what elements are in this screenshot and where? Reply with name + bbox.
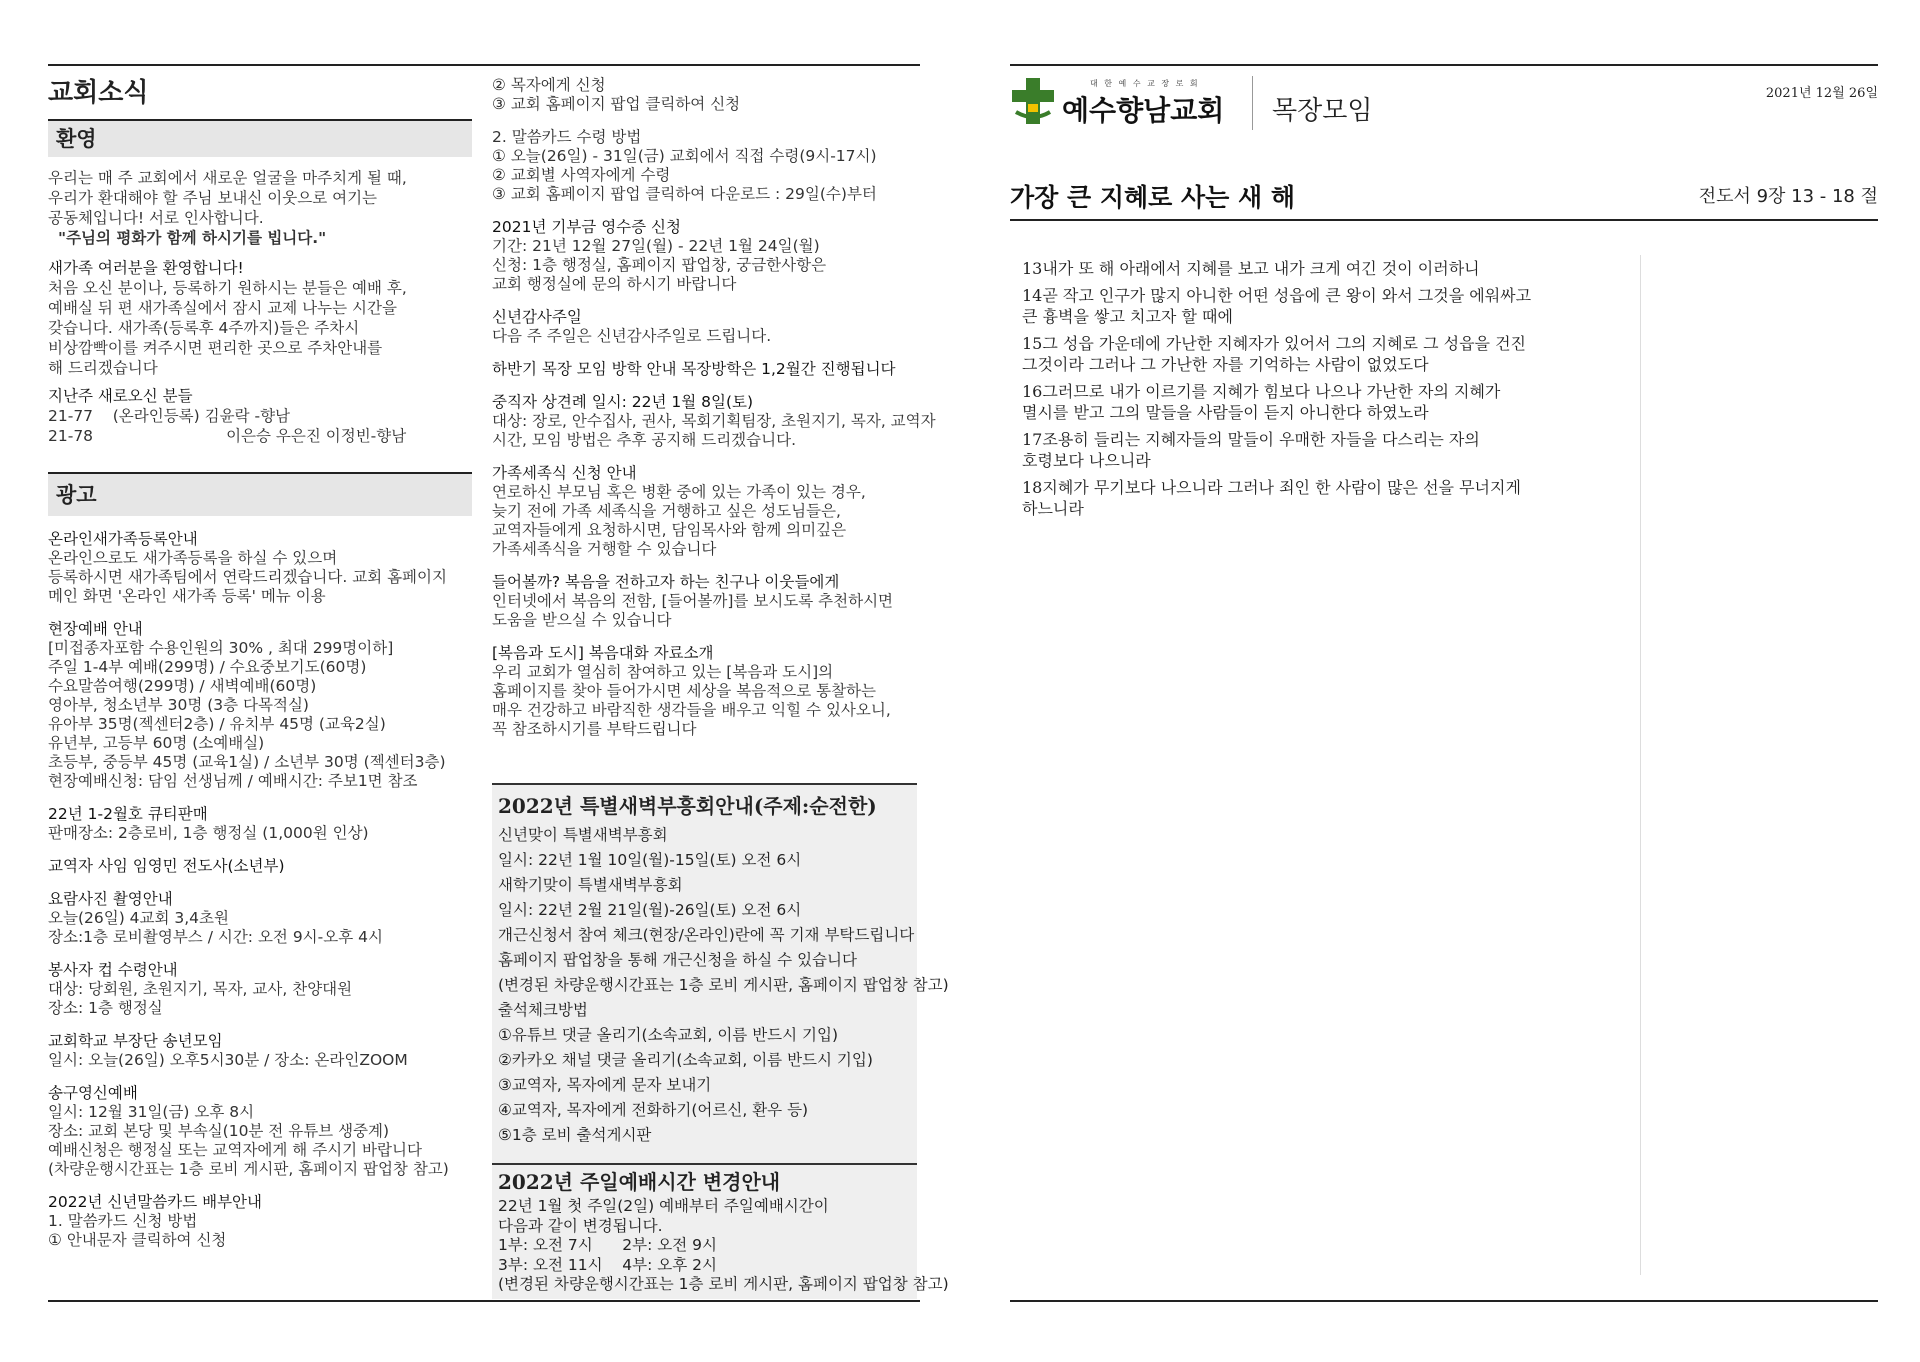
notice-line: 주일 1-4부 예배(299명) / 수요중보기도(60명) — [48, 658, 367, 676]
notice-title: 하반기 목장 모임 방학 안내 목장방학은 1,2월간 진행됩니다 — [492, 360, 896, 378]
scripture-reference: 전도서 9장 13 - 18 절 — [1698, 186, 1878, 207]
notice-line: 현장예배신청: 담임 선생님께 / 예배시간: 주보1면 참조 — [48, 772, 418, 790]
revival-line: ①유튜브 댓글 올리기(소속교회, 이름 반드시 기입) — [498, 1026, 839, 1044]
revival-line: 새학기맞이 특별새벽부흥회 — [498, 876, 683, 894]
notice-line: 1. 말씀카드 신청 방법 — [48, 1212, 198, 1230]
cross-icon — [1010, 76, 1056, 126]
notice-line: ① 안내문자 클릭하여 신청 — [48, 1231, 227, 1249]
verses — [1022, 258, 1612, 525]
section-label: 목장모임 — [1272, 96, 1373, 126]
verse-line: 16그러므로 내가 이르기를 지혜가 힘보다 나으나 가난한 자의 지혜가 — [1022, 382, 1501, 401]
notice-line: 초등부, 중등부 45명 (교육1실) / 소년부 30명 (젝센터3층) — [48, 753, 446, 771]
last-week-title: 지난주 새로오신 분들 — [48, 387, 193, 405]
verse-line: 17조용히 들리는 지혜자들의 말들이 우매한 자들을 다스리는 자의 — [1022, 430, 1480, 449]
service-line: 1부: 오전 7시 2부: 오전 9시 — [498, 1236, 717, 1254]
welcome-section — [48, 168, 472, 446]
sermon-title: 가장 큰 지혜로 사는 새 해 — [1010, 183, 1296, 212]
notice-title: 요람사진 촬영안내 — [48, 890, 173, 908]
notice-line: 장소:1층 로비촬영부스 / 시간: 오전 9시-오후 4시 — [48, 928, 383, 946]
notice-line: ② 목자에게 신청 — [492, 76, 606, 94]
notice-block — [48, 805, 472, 843]
notice-block — [48, 1032, 472, 1070]
revival-line: (변경된 차량운행시간표는 1층 로비 게시판, 홈페이지 팝업창 참고) — [498, 976, 949, 994]
notice-title: 봉사자 컵 수령안내 — [48, 961, 178, 979]
notice-line: 장소: 1층 행정실 — [48, 999, 163, 1017]
notice-block — [492, 218, 917, 294]
notice-line: 유년부, 고등부 60명 (소예배실) — [48, 734, 265, 752]
service-line: 3부: 오전 11시 4부: 오후 2시 — [498, 1255, 717, 1274]
notice-line: 대상: 당회원, 초원지기, 목자, 교사, 찬양대원 — [48, 980, 353, 998]
notice-block — [48, 620, 472, 791]
notice-line: 메인 화면 '온라인 새가족 등록' 메뉴 이용 — [48, 587, 326, 605]
notice-block — [48, 1193, 472, 1250]
notice-block — [48, 857, 472, 876]
welcome-line: 우리는 매 주 교회에서 새로운 얼굴을 마주치게 될 때, — [48, 169, 407, 187]
last-week-line: 21-77 (온라인등록) 김윤락 -향남 — [48, 407, 291, 425]
service-line: 다음과 같이 변경됩니다. — [498, 1216, 663, 1235]
welcome-line: 공동체입니다! 서로 인사합니다. — [48, 209, 264, 227]
newcomer-line: 예배실 뒤 편 새가족실에서 잠시 교제 나누는 시간을 — [48, 299, 397, 317]
notice-block — [492, 128, 917, 204]
notice-block — [492, 464, 917, 559]
welcome-line: 우리가 환대해야 할 주님 보내신 이웃으로 여기는 — [48, 189, 378, 207]
notice-line: 일시: 오늘(26일) 오후5시30분 / 장소: 온라인ZOOM — [48, 1051, 408, 1069]
verse-line: 멸시를 받고 그의 말들을 사람들이 듣지 아니한다 하였노라 — [1022, 403, 1429, 422]
notice-line: 인터넷에서 복음의 전함, [들어볼까]를 보시도록 추천하시면 — [492, 592, 894, 610]
verse-line: 14곧 작고 인구가 많지 아니한 어떤 성읍에 큰 왕이 와서 그것을 에워싸고 — [1022, 286, 1532, 305]
revival-line: ③교역자, 목자에게 문자 보내기 — [498, 1076, 712, 1094]
revival-line: ⑤1층 로비 출석게시판 — [498, 1126, 652, 1144]
service-time-title: 2022년 주일예배시간 변경안내 — [498, 1170, 781, 1194]
notice-line: 다음 주 주일은 신년감사주일로 드립니다. — [492, 327, 772, 345]
middle-list — [492, 76, 936, 753]
bottom-rule-right — [1010, 1300, 1878, 1302]
notice-title: 22년 1-2월호 큐티판매 — [48, 805, 208, 823]
notice-line: 시간, 모임 방법은 추후 공지해 드리겠습니다. — [492, 431, 797, 449]
page-title: 교회소식 — [48, 78, 149, 108]
notice-title: 신년감사주일 — [492, 308, 582, 326]
notice-line: 온라인으로도 새가족등록을 하실 수 있으며 — [48, 549, 338, 567]
revival-line: 출석체크방법 — [498, 1001, 588, 1019]
header-divider — [1252, 76, 1253, 130]
notice-title: 교역자 사임 임영민 전도사(소년부) — [48, 857, 285, 875]
newcomer-line: 비상깜빡이를 켜주시면 편리한 곳으로 주차안내를 — [48, 339, 383, 357]
verse-line: 15그 성읍 가운데에 가난한 지혜자가 있어서 그의 지혜로 그 성읍을 건진 — [1022, 334, 1526, 353]
notice-block — [48, 890, 472, 947]
notice-line: ② 교회별 사역자에게 수령 — [492, 166, 671, 184]
bottom-rule-left — [48, 1300, 920, 1302]
revival-line: 일시: 22년 1월 10일(월)-15일(토) 오전 6시 — [498, 851, 802, 869]
notice-block — [492, 393, 936, 450]
dawn-revival-box — [492, 783, 949, 1163]
notice-title: 교회학교 부장단 송년모임 — [48, 1032, 223, 1050]
newcomer-title: 새가족 여러분을 환영합니다! — [48, 259, 244, 277]
notice-title: [복음과 도시] 복음대화 자료소개 — [492, 644, 714, 662]
notice-line: 판매장소: 2층로비, 1층 행정실 (1,000원 인상) — [48, 824, 369, 842]
notice-title: 송구영신예배 — [48, 1084, 138, 1102]
revival-line: ④교역자, 목자에게 전화하기(어르신, 환우 등) — [498, 1101, 809, 1119]
notice-block — [492, 573, 917, 630]
notice-line: 영아부, 청소년부 30명 (3층 다목적실) — [48, 696, 309, 714]
top-rule-right — [1010, 64, 1878, 66]
notice-line: 도움을 받으실 수 있습니다 — [492, 611, 672, 629]
notice-line: 일시: 12월 31일(금) 오후 8시 — [48, 1103, 255, 1121]
service-time-box — [492, 1163, 949, 1299]
notice-line: 교역자들에게 요청하시면, 담임목사와 함께 의미깊은 — [492, 521, 847, 539]
verse-line: 13내가 또 해 아래에서 지혜를 보고 내가 크게 여긴 것이 이러하니 — [1022, 259, 1480, 278]
notice-line: 홈페이지를 찾아 들어가시면 세상을 복음적으로 통찰하는 — [492, 682, 876, 700]
notice-block — [48, 961, 472, 1018]
notice-title: 2021년 기부금 영수증 신청 — [492, 218, 681, 236]
verse — [1022, 381, 1612, 423]
notice-line: 2. 말씀카드 수령 방법 — [492, 128, 642, 146]
newcomer-line: 처음 오신 분이나, 등록하기 원하시는 분들은 예배 후, — [48, 279, 407, 297]
welcome-header: 환영 — [48, 119, 472, 157]
notice-block — [492, 76, 917, 114]
ads-list — [48, 530, 472, 1264]
notice-line: ① 오늘(26일) - 31일(금) 교회에서 직접 수령(9시-17시) — [492, 147, 877, 165]
revival-line: 일시: 22년 2월 21일(월)-26일(토) 오전 6시 — [498, 901, 802, 919]
verse — [1022, 258, 1612, 279]
notice-title: 들어볼까? 복음을 전하고자 하는 친구나 이웃들에게 — [492, 573, 840, 591]
revival-line: ②카카오 채널 댓글 올리기(소속교회, 이름 반드시 기입) — [498, 1051, 873, 1069]
verses-divider — [1640, 255, 1641, 1275]
notice-title: 중직자 상견례 일시: 22년 1월 8일(토) — [492, 393, 754, 411]
notice-line: 대상: 장로, 안수집사, 권사, 목회기획팀장, 초원지기, 목자, 교역자 — [492, 412, 936, 430]
notice-line: 등록하시면 새가족팀에서 연락드리겠습니다. 교회 홈페이지 — [48, 568, 447, 586]
dawn-revival-title: 2022년 특별새벽부흥회안내(주제:순전한) — [498, 794, 877, 818]
revival-line: 개근신청서 참여 체크(현장/온라인)란에 꼭 기재 부탁드립니다 — [498, 926, 915, 944]
notice-block — [492, 360, 917, 379]
verse — [1022, 333, 1612, 375]
notice-line: 매우 건강하고 바람직한 생각들을 배우고 익힐 수 있사오니, — [492, 701, 891, 719]
verse — [1022, 285, 1612, 327]
notice-line: 신청: 1층 행정실, 홈페이지 팝업창, 궁금한사항은 — [492, 256, 827, 274]
notice-line: ③ 교회 홈페이지 팝업 클릭하여 다운로드 : 29일(수)부터 — [492, 185, 877, 203]
notice-block — [492, 308, 917, 346]
title-rule — [1010, 219, 1878, 221]
newcomer-line: 갖습니다. 새가족(등록후 4주까지)들은 주차시 — [48, 319, 360, 337]
verse — [1022, 429, 1612, 471]
church-name: 예수향남교회 — [1062, 94, 1225, 127]
last-week-line: 21-78 이은승 우은진 이정빈-향남 — [48, 427, 407, 445]
notice-title: 온라인새가족등록안내 — [48, 530, 198, 548]
verse-line: 18지혜가 무기보다 나으니라 그러나 죄인 한 사람이 많은 선을 무너지게 — [1022, 478, 1521, 497]
notice-line: 유아부 35명(젝센터2층) / 유치부 45명 (교육2실) — [48, 715, 386, 733]
newcomer-line: 해 드리겠습니다 — [48, 359, 158, 377]
notice-title: 가족세족식 신청 안내 — [492, 464, 637, 482]
notice-line: 꼭 참조하시기를 부탁드립니다 — [492, 720, 697, 738]
notice-line: 우리 교회가 열심히 참여하고 있는 [복음과 도시]의 — [492, 663, 834, 681]
notice-line: 교회 행정실에 문의 하시기 바랍니다 — [492, 275, 737, 293]
verse-line: 큰 흉벽을 쌓고 치고자 할 때에 — [1022, 307, 1233, 326]
notice-line: (차량운행시간표는 1층 로비 게시판, 홈페이지 팝업창 참고) — [48, 1160, 449, 1178]
verse-line: 호령보다 나으니라 — [1022, 451, 1151, 470]
verse-line: 그것이라 그러나 그 가난한 자를 기억하는 사람이 없었도다 — [1022, 355, 1429, 374]
notice-title: 2022년 신년말씀카드 배부안내 — [48, 1193, 263, 1211]
notice-line: ③ 교회 홈페이지 팝업 클릭하여 신청 — [492, 95, 741, 113]
notice-line: 가족세족식을 거행할 수 있습니다 — [492, 540, 717, 558]
verse-line: 하느니라 — [1022, 499, 1084, 518]
denomination-label: 대 한 예 수 교 장 로 회 — [1090, 79, 1200, 88]
service-line: (변경된 차량운행시간표는 1층 로비 게시판, 홈페이지 팝업창 참고) — [498, 1275, 949, 1293]
notice-line: 수요말씀여행(299명) / 새벽예배(60명) — [48, 677, 317, 695]
church-logo — [1010, 76, 1240, 128]
bulletin-date: 2021년 12월 26일 — [1765, 86, 1878, 101]
verse — [1022, 477, 1612, 519]
notice-block — [492, 644, 917, 739]
top-rule-left — [48, 64, 920, 66]
notice-block — [48, 530, 472, 606]
welcome-quote: "주님의 평화가 함께 하시기를 빕니다." — [58, 229, 327, 247]
notice-line: 연로하신 부모님 혹은 병환 중에 있는 가족이 있는 경우, — [492, 483, 866, 501]
notice-line: 장소: 교회 본당 및 부속실(10분 전 유튜브 생중계) — [48, 1122, 390, 1140]
revival-line: 홈페이지 팝업창을 통해 개근신청을 하실 수 있습니다 — [498, 951, 857, 969]
notice-line: 기간: 21년 12월 27일(월) - 22년 1월 24일(월) — [492, 237, 820, 255]
notice-block — [48, 1084, 472, 1179]
notice-line: [미접종자포함 수용인원의 30% , 최대 299명이하] — [48, 639, 394, 657]
notice-line: 예배신청은 행정실 또는 교역자에게 해 주시기 바랍니다 — [48, 1141, 422, 1159]
notice-title: 현장예배 안내 — [48, 620, 143, 638]
notice-line: 늦기 전에 가족 세족식을 거행하고 싶은 성도님들은, — [492, 502, 841, 520]
ads-header: 광고 — [48, 472, 472, 516]
revival-line: 신년맞이 특별새벽부흥회 — [498, 826, 668, 844]
notice-line: 오늘(26일) 4교회 3,4초원 — [48, 909, 229, 927]
service-line: 22년 1월 첫 주일(2일) 예배부터 주일예배시간이 — [498, 1197, 829, 1215]
